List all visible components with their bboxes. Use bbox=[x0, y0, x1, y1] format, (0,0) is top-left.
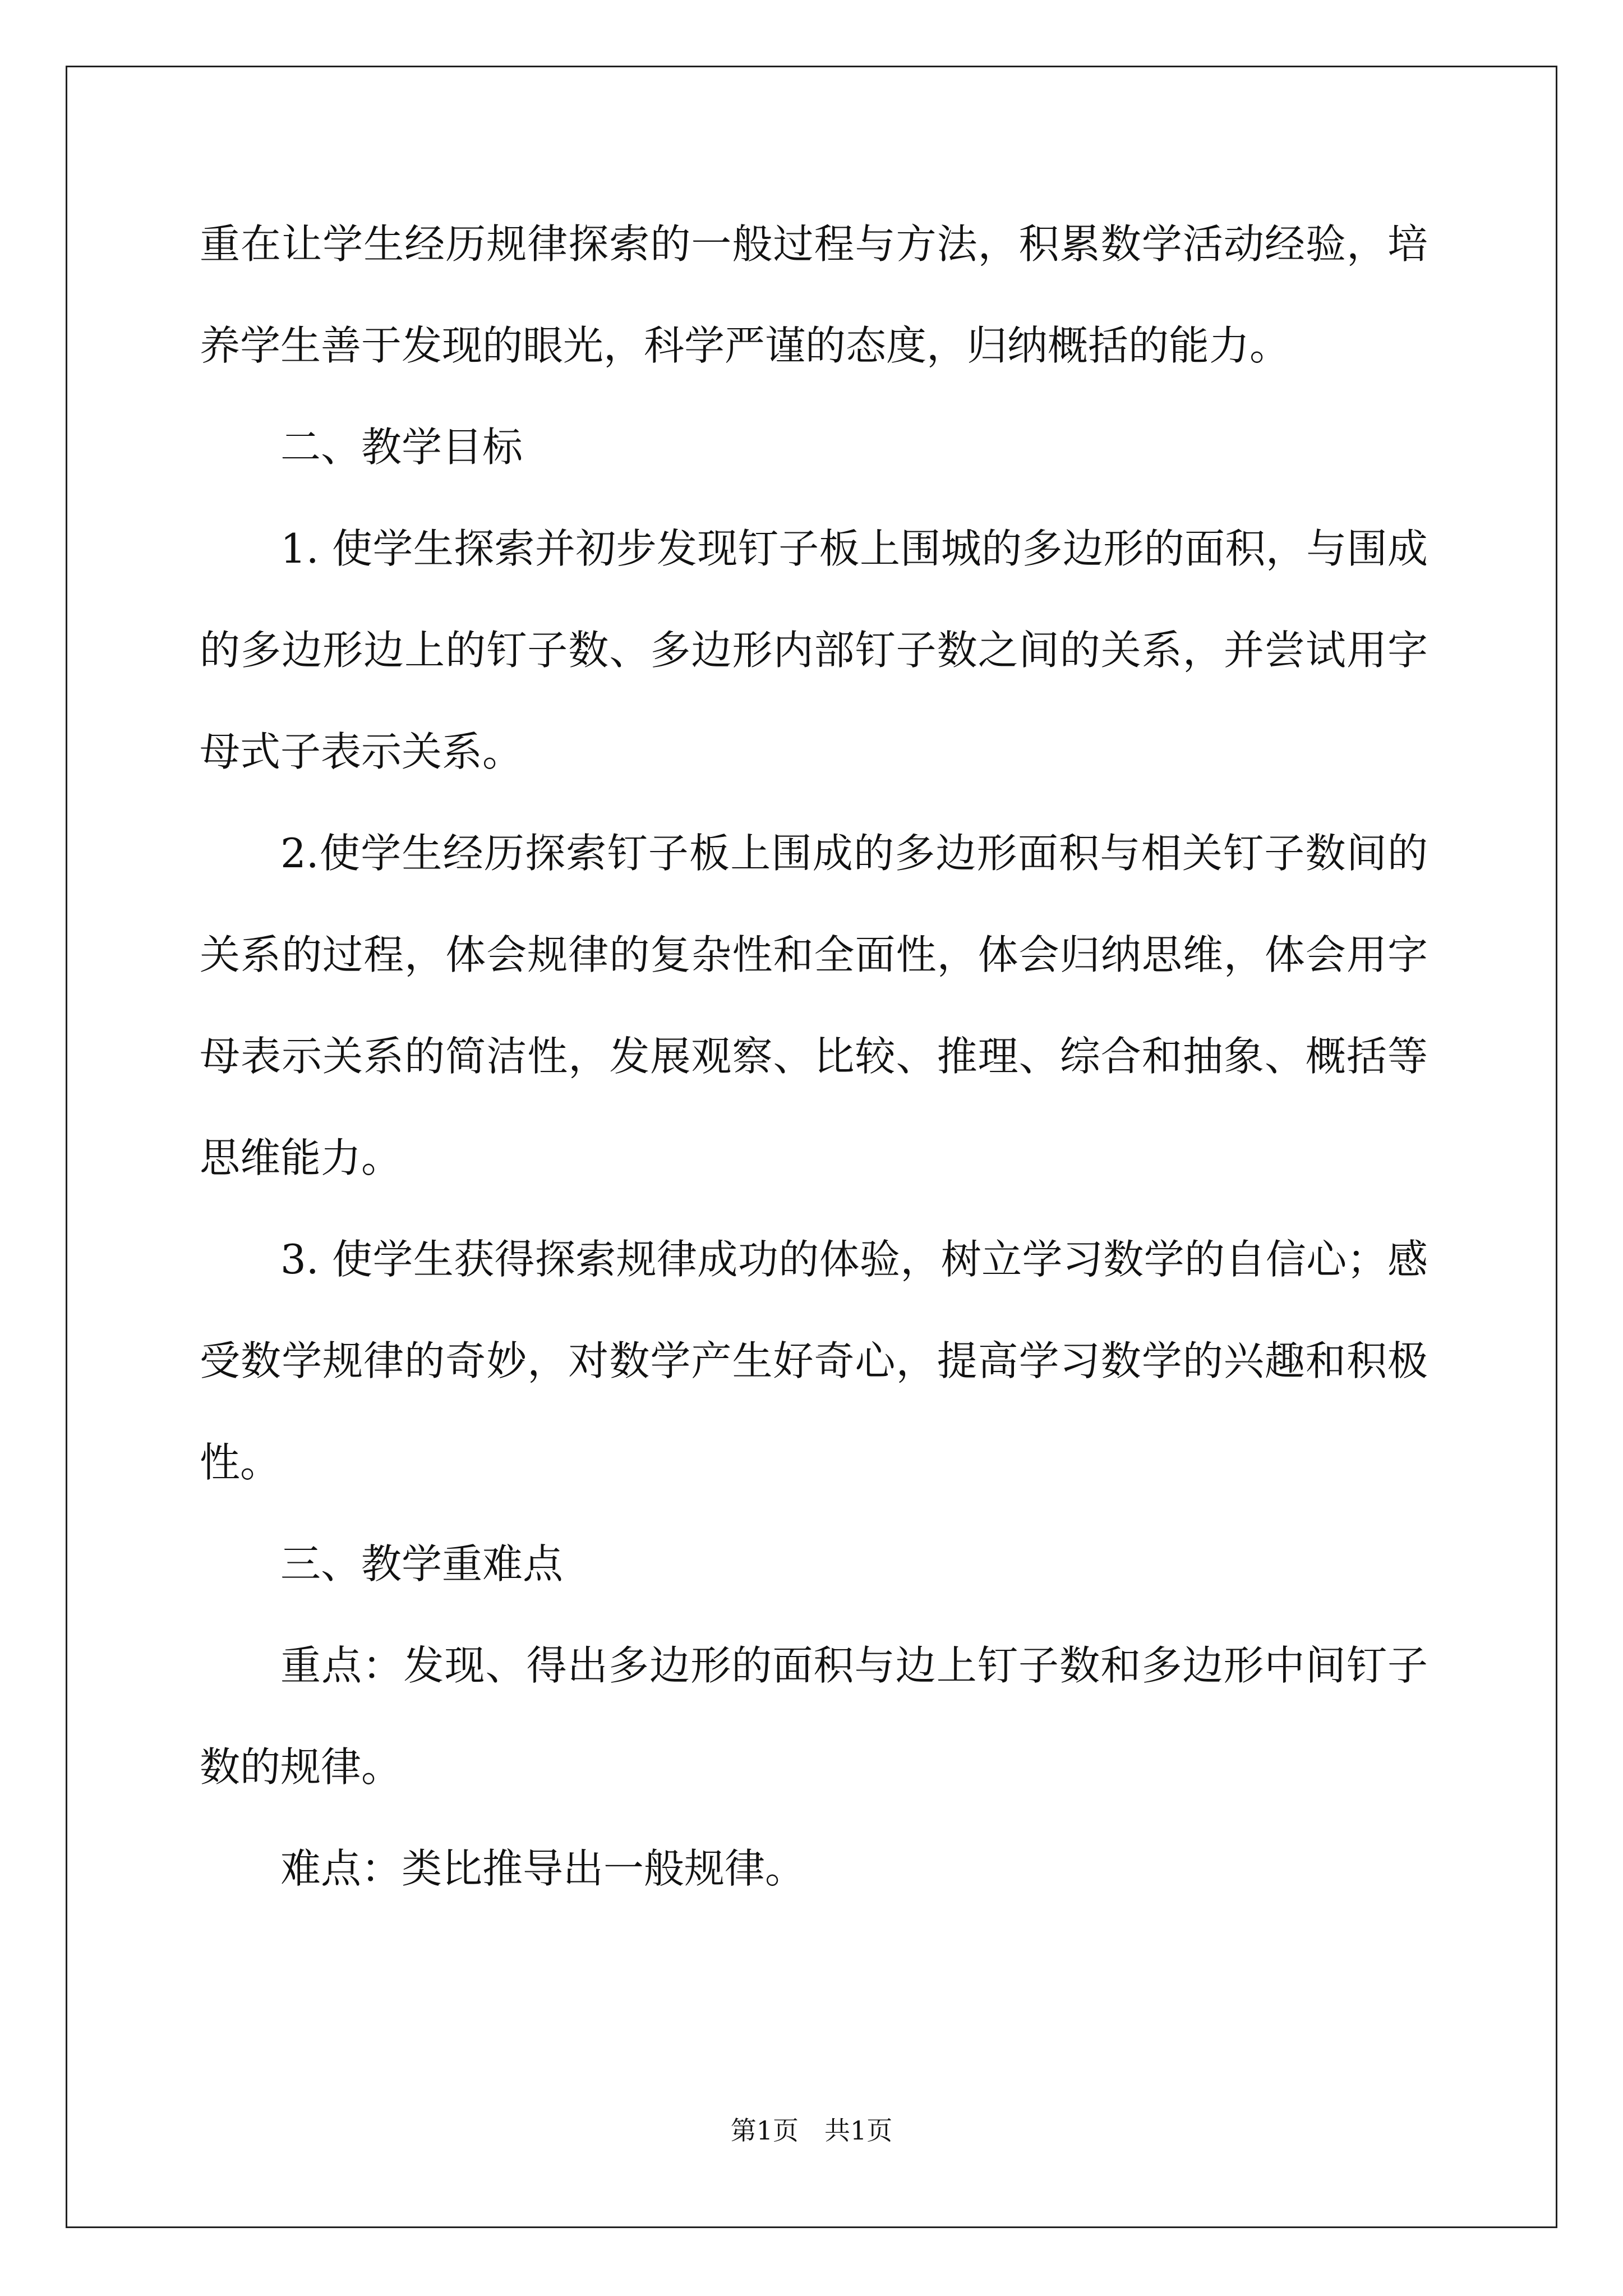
paragraph-line: 重在让学生经历规律探索的一般过程与方法，积累数学活动经验，培 bbox=[200, 220, 1428, 268]
paragraph-line: 母式子表示关系。 bbox=[200, 728, 523, 775]
page-footer: 第1页 共1页 bbox=[730, 2115, 893, 2146]
paragraph-line: 的多边形边上的钉子数、多边形内部钉子数之间的关系，并尝试用字 bbox=[200, 627, 1428, 674]
paragraph-line: 重点：发现、得出多边形的面积与边上钉子数和多边形中间钉子 bbox=[280, 1642, 1428, 1689]
section-heading: 二、教学目标 bbox=[280, 424, 523, 471]
paragraph-line: 数的规律。 bbox=[200, 1743, 402, 1791]
paragraph-line: 难点：类比推导出一般规律。 bbox=[280, 1845, 806, 1892]
paragraph-line: 思维能力。 bbox=[200, 1134, 402, 1181]
paragraph-line: 养学生善于发现的眼光，科学严谨的态度，归纳概括的能力。 bbox=[200, 322, 1290, 369]
paragraph-line: 母表示关系的简洁性，发展观察、比较、推理、综合和抽象、概括等 bbox=[200, 1033, 1428, 1080]
paragraph-line: 性。 bbox=[200, 1439, 281, 1486]
section-heading: 三、教学重难点 bbox=[280, 1540, 564, 1588]
paragraph-line: 3. 使学生获得探索规律成功的体验，树立学习数学的自信心；感 bbox=[280, 1236, 1428, 1283]
paragraph-line: 2.使学生经历探索钉子板上围成的多边形面积与相关钉子数间的 bbox=[280, 830, 1428, 877]
paragraph-line: 关系的过程，体会规律的复杂性和全面性，体会归纳思维，体会用字 bbox=[200, 931, 1428, 978]
paragraph-line: 受数学规律的奇妙，对数学产生好奇心，提高学习数学的兴趣和积极 bbox=[200, 1337, 1428, 1384]
paragraph-line: 1. 使学生探索并初步发现钉子板上围城的多边形的面积，与围成 bbox=[280, 525, 1428, 572]
